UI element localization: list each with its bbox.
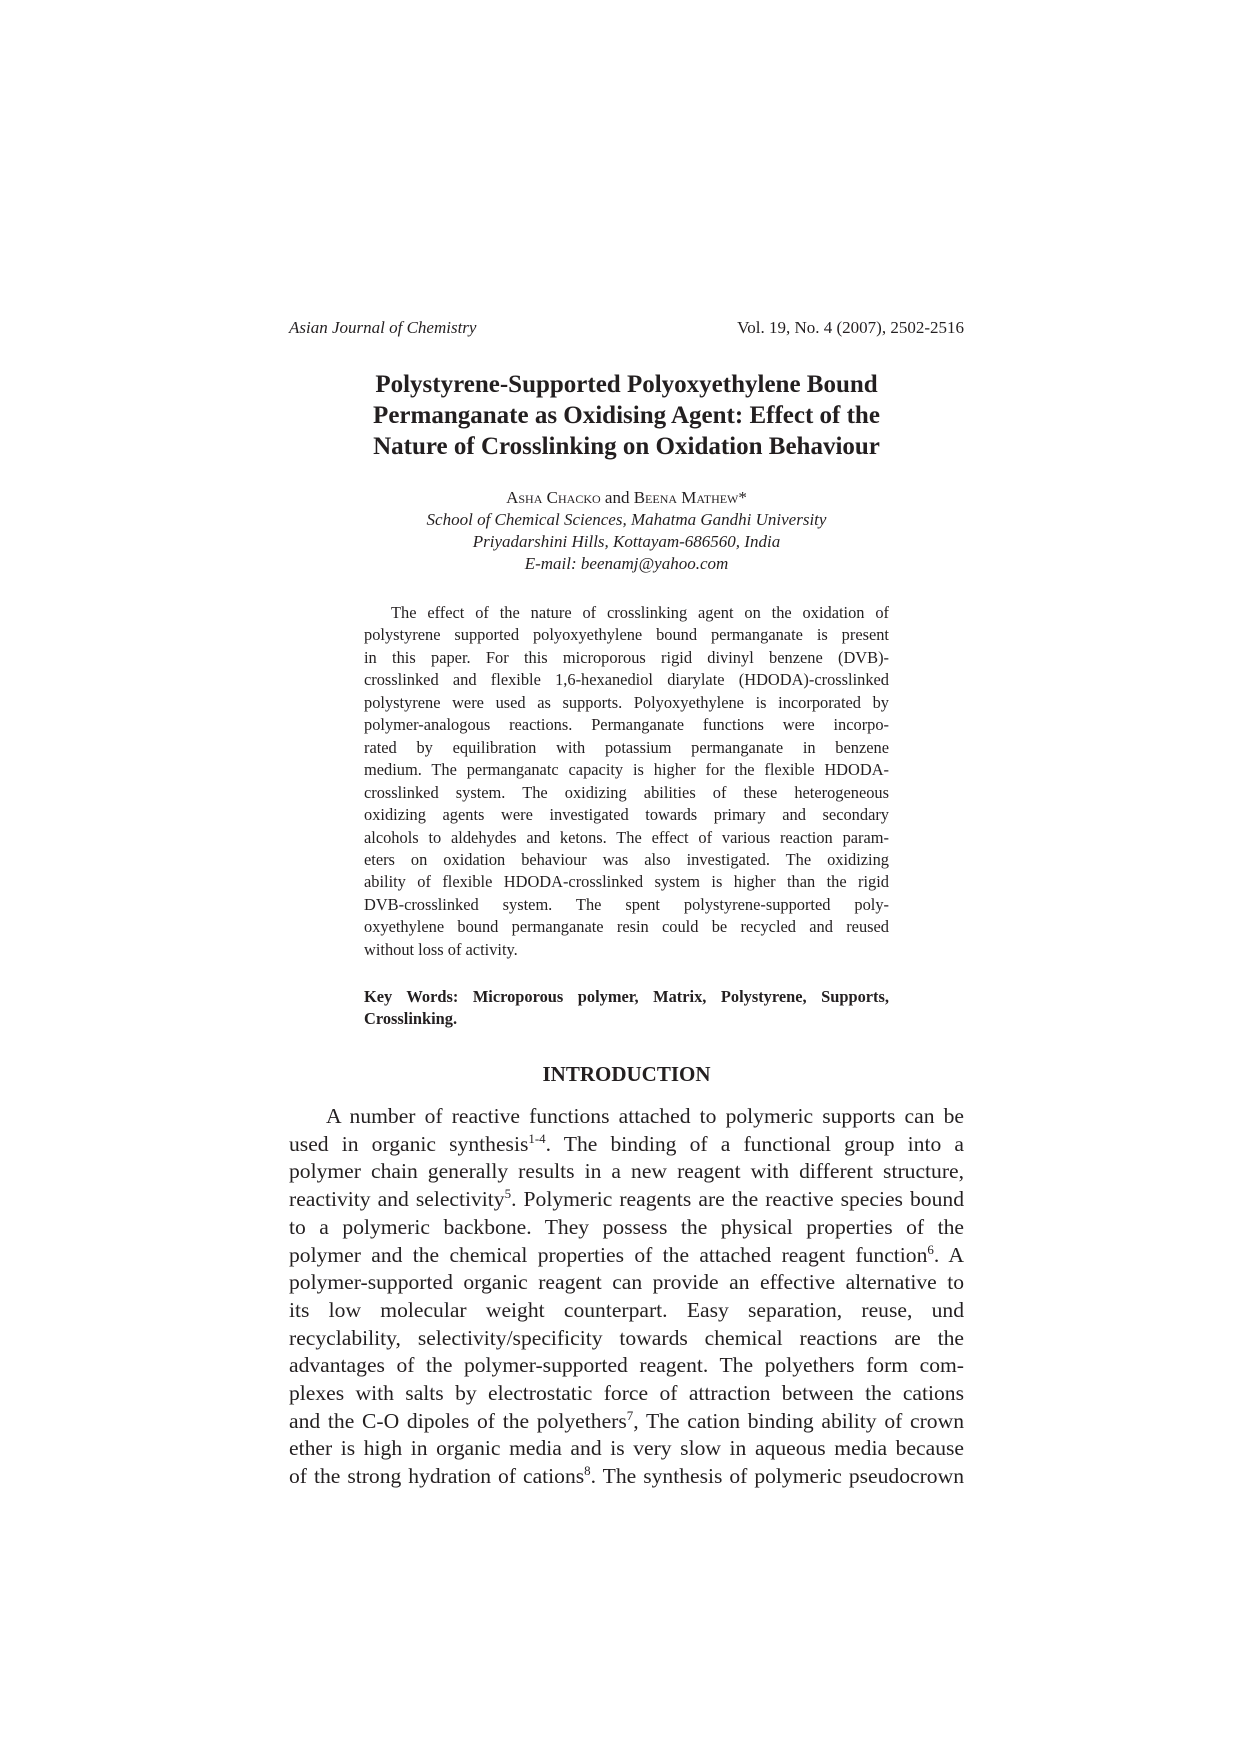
body-text-segment: of the strong hydration of cations [289,1464,585,1489]
abstract-line: crosslinked and flexible 1,6-hexanediol diarylate (HDODA)-crosslinked [364,670,889,690]
abstract-line: rated by equilibration with potassium permanganate in benzene [364,737,889,757]
author-2: Beena Mathew* [633,488,747,507]
body-text-segment: , The cation binding ability of crown [633,1408,964,1433]
abstract-line: oxidizing agents were investigated towards primary and secondary [364,805,889,825]
introduction-body [289,1103,964,1491]
body-line: polymer chain generally results in a new reagent with different structure, [289,1159,964,1184]
body-text-segment: . Polymeric reagents are the reactive species bound [511,1187,964,1212]
abstract-line: in this paper. For this microporous rigid divinyl benzene (DVB)- [364,647,889,667]
citation-ref: 8 [584,1462,591,1478]
author-conjunction: and [604,488,630,507]
body-line: ether is high in organic media and is very slow in aqueous media because [289,1436,964,1461]
body-text-segment: . The binding of a functional group into a [545,1131,964,1156]
running-header [289,318,964,348]
body-line: advantages of the polymer-supported reagent. The polyethers form com- [289,1353,964,1378]
body-line [289,1463,964,1491]
body-line [289,1408,964,1436]
author-1: Asha Chacko [506,488,601,507]
abstract-line: DVB-crosslinked system. The spent polystyrene-supported poly- [364,894,889,914]
abstract-line: polystyrene were used as supports. Polyoxyethylene is incorporated by [364,692,889,712]
journal-name: Asian Journal of Chemistry [289,318,477,337]
section-heading-introduction: INTRODUCTION [542,1062,711,1086]
body-line: its low molecular weight counterpart. Easy separation, reuse, und [289,1297,964,1322]
abstract-line: polymer-analogous reactions. Permanganate functions were incorpo- [364,715,889,735]
keywords [364,986,889,1030]
title-line: Permanganate as Oxidising Agent: Effect of the [373,402,880,429]
author-names [506,488,747,507]
title-line: Polystyrene-Supported Polyoxyethylene Bound [375,371,878,398]
body-text-segment: . A [933,1242,964,1267]
body-line: plexes with salts by electrostatic force of attraction between the cations [289,1381,964,1406]
body-text-segment: reactivity and selectivity [289,1187,505,1212]
affiliation-line: School of Chemical Sciences, Mahatma Gandhi University [426,510,827,529]
citation-ref: 7 [626,1407,634,1423]
abstract-line: polystyrene supported polyoxyethylene bound permanganate is present [364,625,889,645]
paper-title [289,369,964,462]
body-text-segment: polymer and the chemical properties of the attached reagent function [289,1242,928,1267]
abstract-line: eters on oxidation behaviour was also investigated. The oxidizing [364,849,889,869]
body-text-segment: used in organic synthesis [289,1131,529,1156]
body-line [289,1242,964,1270]
body-line: A number of reactive functions attached to polymeric supports can be [326,1104,964,1128]
abstract-line: ability of flexible HDODA-crosslinked system is higher than the rigid [364,872,889,892]
author-email: E-mail: beenamj@yahoo.com [524,554,729,573]
body-line [289,1131,964,1159]
citation-ref: 5 [504,1185,512,1201]
keywords-line: Crosslinking. [364,1009,458,1028]
citation-ref: 1-4 [528,1130,546,1146]
body-line: recyclability, selectivity/specificity towards chemical reactions are the [289,1325,964,1350]
abstract-line: oxyethylene bound permanganate resin could be recycled and reused [364,917,889,937]
title-line: Nature of Crosslinking on Oxidation Behaviour [373,433,880,460]
abstract-line: The effect of the nature of crosslinking agent on the oxidation of [391,603,889,622]
body-line [289,1186,964,1214]
abstract-line: alcohols to aldehydes and ketons. The effect of various reaction param- [364,827,889,847]
abstract-line: crosslinked system. The oxidizing abilities of these heterogeneous [364,782,889,802]
affiliation-line: Priyadarshini Hills, Kottayam-686560, India [472,532,781,551]
body-text-segment: and the C-O dipoles of the polyethers [289,1408,627,1433]
abstract [364,602,889,961]
body-text-segment: . The synthesis of polymeric pseudocrown [590,1464,964,1489]
keywords-line: Key Words: Microporous polymer, Matrix, Polystyrene, Supports, [364,987,889,1006]
abstract-line: medium. The permanganatc capacity is higher for the flexible HDODA- [364,760,889,780]
volume-info: Vol. 19, No. 4 (2007), 2502-2516 [737,318,964,337]
body-line: to a polymeric backbone. They possess the physical properties of the [289,1214,964,1239]
body-line: polymer-supported organic reagent can provide an effective alternative to [289,1270,964,1295]
citation-ref: 6 [927,1241,934,1257]
author-block [289,487,964,575]
abstract-line: without loss of activity. [364,939,518,959]
